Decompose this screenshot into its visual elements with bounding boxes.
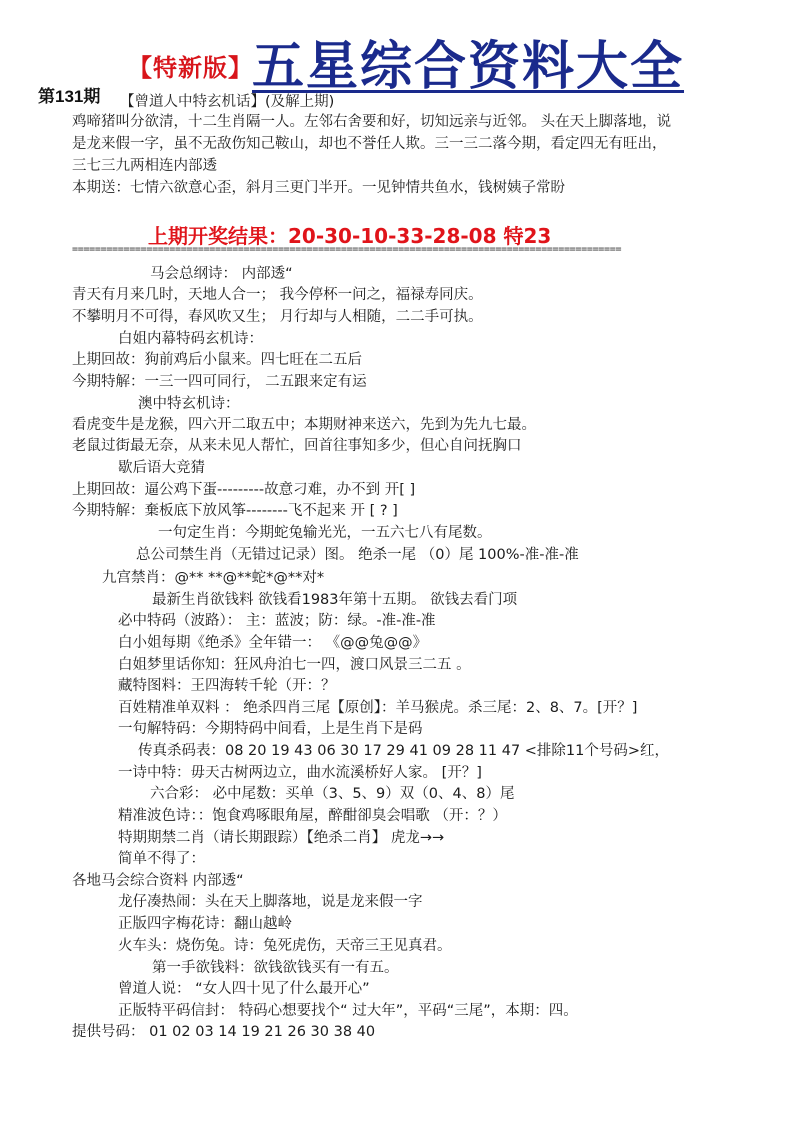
text-line: 不攀明月不可得，春风吹又生； 月行却与人相随，二二手可执。 (72, 309, 483, 325)
text-line: 总公司禁生肖（无错过记录）图。 绝杀一尾 （0）尾 100%-准-准-准 (136, 547, 579, 563)
edition-label: 【特新版】 (128, 54, 253, 82)
text-line: 一句定生肖：今期蛇兔输光光，一五六七八有尾数。 (158, 525, 492, 541)
issue-number: 第131期 (38, 87, 101, 106)
text-line: 一句解特码：今期特码中间看，上是生肖下是码 (118, 721, 423, 737)
text-line: 白姐梦里话你知：狂风舟泊七一四，渡口风景三二五 。 (118, 657, 471, 673)
intro-line: 是龙来假一字，虽不无敌伤知己鞍山，却也不誉任人欺。三一三二落今期，看定四无有旺出， (72, 136, 667, 152)
text-line: 九宫禁肖：@** **@**蛇*@**对* (102, 570, 325, 586)
separator-line: ================================================================================================ (72, 246, 622, 254)
text-line: 简单不得了： (118, 851, 205, 867)
text-line: 上期回故：逼公鸡下蛋---------故意刁难，办不到 开[ ] (72, 482, 416, 498)
text-line: 第一手欲钱料：欲钱欲钱买有一有五。 (152, 960, 399, 976)
intro-line: 本期送：七情六欲意心歪，斜月三更门半开。一见钟情共鱼水，钱树姨子常盼 (72, 180, 565, 196)
intro-line: 三七三九两相连内部透 (72, 158, 217, 174)
text-line: 火车头：烧伤兔。诗：兔死虎伤，天帝三王见真君。 (118, 938, 452, 954)
text-line: 一诗中特：毋天古树两边立，曲水流溪桥好人家。 [开？] (118, 765, 482, 781)
text-line: 正版特平码信封： 特码心想要找个“ 过大年”，平码“三尾”，本期：四。 (118, 1003, 578, 1019)
text-line: 特期期禁二肖（请长期跟踪）【绝杀二肖】 虎龙→→ (118, 830, 445, 846)
text-line: 各地马会综合资料 内部透“ (72, 873, 244, 889)
text-line: 上期回故：狗前鸡后小鼠来。四七旺在二五后 (72, 352, 362, 368)
text-line: 白小姐每期《绝杀》全年错一： 《@@兔@@》 (118, 635, 428, 651)
page-title: 五星综合资料大全 (252, 36, 685, 97)
text-line: 看虎变牛是龙猴，四六开二取五中；本期财神来送六，先到为先九七最。 (72, 417, 536, 433)
page-header (0, 0, 793, 110)
text-line: 六合彩： 必中尾数：买单（3、5、9）双（0、4、8）尾 (150, 786, 515, 802)
text-line: 提供号码： 01 02 03 14 19 21 26 30 38 40 (72, 1024, 376, 1040)
text-line: 百姓精准单双料 ： 绝杀四肖三尾【原创】：羊马猴虎。杀三尾：2、8、7。[开？] (118, 700, 638, 716)
text-line: 白姐内幕特码玄机诗： (118, 331, 263, 347)
text-line: 澳中特玄机诗： (138, 396, 240, 412)
text-line: 最新生肖欲钱料 欲钱看1983年第十五期。 欲钱去看门项 (152, 592, 518, 608)
text-line: 正版四字梅花诗：翻山越岭 (118, 916, 292, 932)
text-line: 马会总纲诗： 内部透“ (150, 266, 293, 282)
text-line: 歇后语大竞猜 (118, 460, 205, 476)
text-line: 必中特码（波路）： 主：蓝波；防：绿。-准-准-准 (118, 613, 436, 629)
text-line: 精准波色诗：：饱食鸡啄眼角屋，醉酣卻臭会唱歌 （开：？） (118, 808, 507, 824)
text-line: 青天有月来几时，天地人合一； 我今停杯一问之，福禄寿同庆。 (72, 287, 483, 303)
last-draw-result: 上期开奖结果：20-30-10-33-28-08 特23 (148, 224, 552, 248)
text-line: 曾道人说： “女人四十见了什么最开心” (118, 981, 370, 997)
text-line: 老鼠过街最无奈，从来未见人帮忙，回首往事知多少，但心自问抚胸口 (72, 438, 522, 454)
text-line: 藏特图料：王四海转千轮（开：？ (118, 678, 336, 694)
intro-heading: 【曾道人中特玄机话】(及解上期) (120, 94, 335, 110)
text-line: 龙仔凑热闹：头在天上脚落地，说是龙来假一字 (118, 894, 423, 910)
intro-line: 鸡啼猪叫分欲清，十二生肖隔一人。左邻右舍要和好，切知远亲与近邻。 头在天上脚落地，说 (72, 114, 672, 130)
text-line: 今期特解：棄板底下放风筝--------飞不起来 开 [ ? ] (72, 503, 398, 519)
text-line: 今期特解：一三一四可同行， 二五跟来定有运 (72, 374, 367, 390)
text-line: 传真杀码表：08 20 19 43 06 30 17 29 41 09 28 11 47 <排除11个号码>红， (138, 743, 670, 759)
